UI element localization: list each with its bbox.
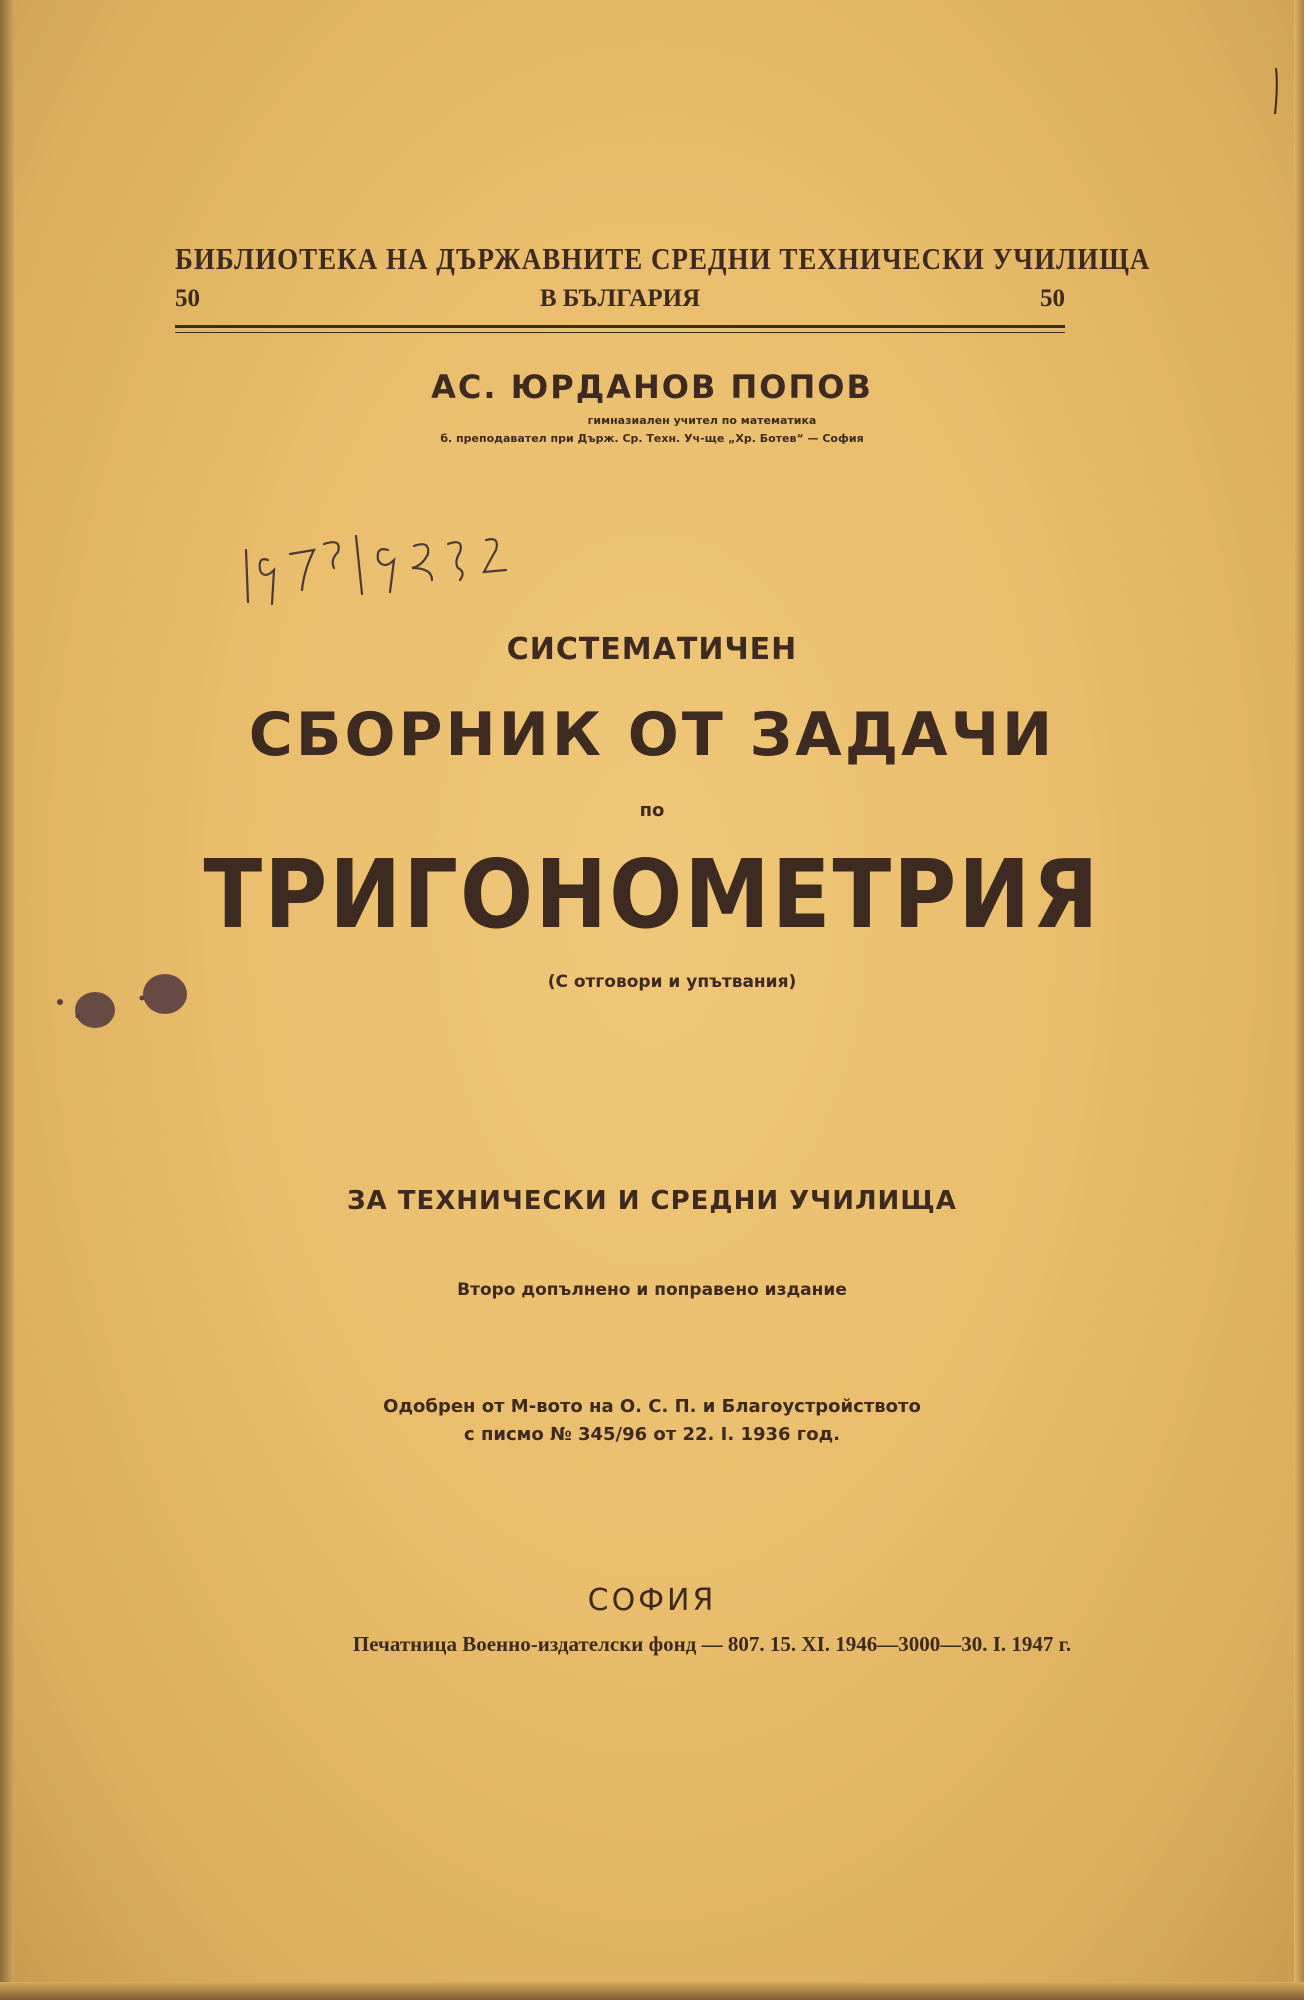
main-title-line2: ТРИГОНОМЕТРИЯ: [203, 840, 1101, 950]
series-number-left: 50: [175, 285, 200, 312]
approval-line1: Одобрен от М-вото на О. С. П. и Благоустройството: [383, 1396, 921, 1417]
title-subtitle: (С отговори и упътвания): [547, 972, 797, 992]
ink-stains: [50, 950, 240, 1050]
printer-imprint: Печатница Военно-издателски фонд — 807. 15. XI. 1946—3000—30. I. 1947 г.: [352, 1632, 1072, 1656]
publication-city: СОФИЯ: [587, 1583, 717, 1618]
series-subheader: [175, 285, 1065, 321]
author-affiliation: б. преподавател при Държ. Ср. Техн. Уч-ще „Хр. Ботев“ — София: [440, 432, 864, 445]
series-rule-thin: [175, 332, 1065, 333]
series-rule-thick: [175, 325, 1065, 328]
series-number-right: 50: [1040, 285, 1065, 312]
edition-note: Второ допълнено и поправено издание: [457, 1280, 847, 1300]
main-title-line1: СБОРНИК ОТ ЗАДАЧИ: [248, 700, 1056, 770]
series-title: БИБЛИОТЕКА НА ДЪРЖАВНИТЕ СРЕДНИ ТЕХНИЧЕСКИ УЧИЛИЩА: [175, 242, 1151, 276]
page-left-edge: [0, 0, 14, 2000]
author-position: гимназиален учител по математика: [587, 414, 817, 427]
approval-line2: с писмо № 345/96 от 22. I. 1936 год.: [464, 1424, 840, 1445]
series-header: [175, 242, 1151, 333]
handwritten-inventory-number: [238, 520, 578, 610]
page-bottom-edge: [0, 1982, 1304, 2000]
target-audience: ЗА ТЕХНИЧЕСКИ И СРЕДНИ УЧИЛИЩА: [347, 1186, 957, 1216]
author-name: АС. ЮРДАНОВ ПОПОВ: [431, 368, 873, 406]
edge-tear-mark: [1270, 66, 1282, 116]
series-country: В БЪЛГАРИЯ: [539, 285, 701, 312]
title-prefix: СИСТЕМАТИЧЕН: [506, 632, 798, 667]
title-connector: по: [639, 800, 665, 821]
page-right-edge: [1294, 0, 1304, 2000]
